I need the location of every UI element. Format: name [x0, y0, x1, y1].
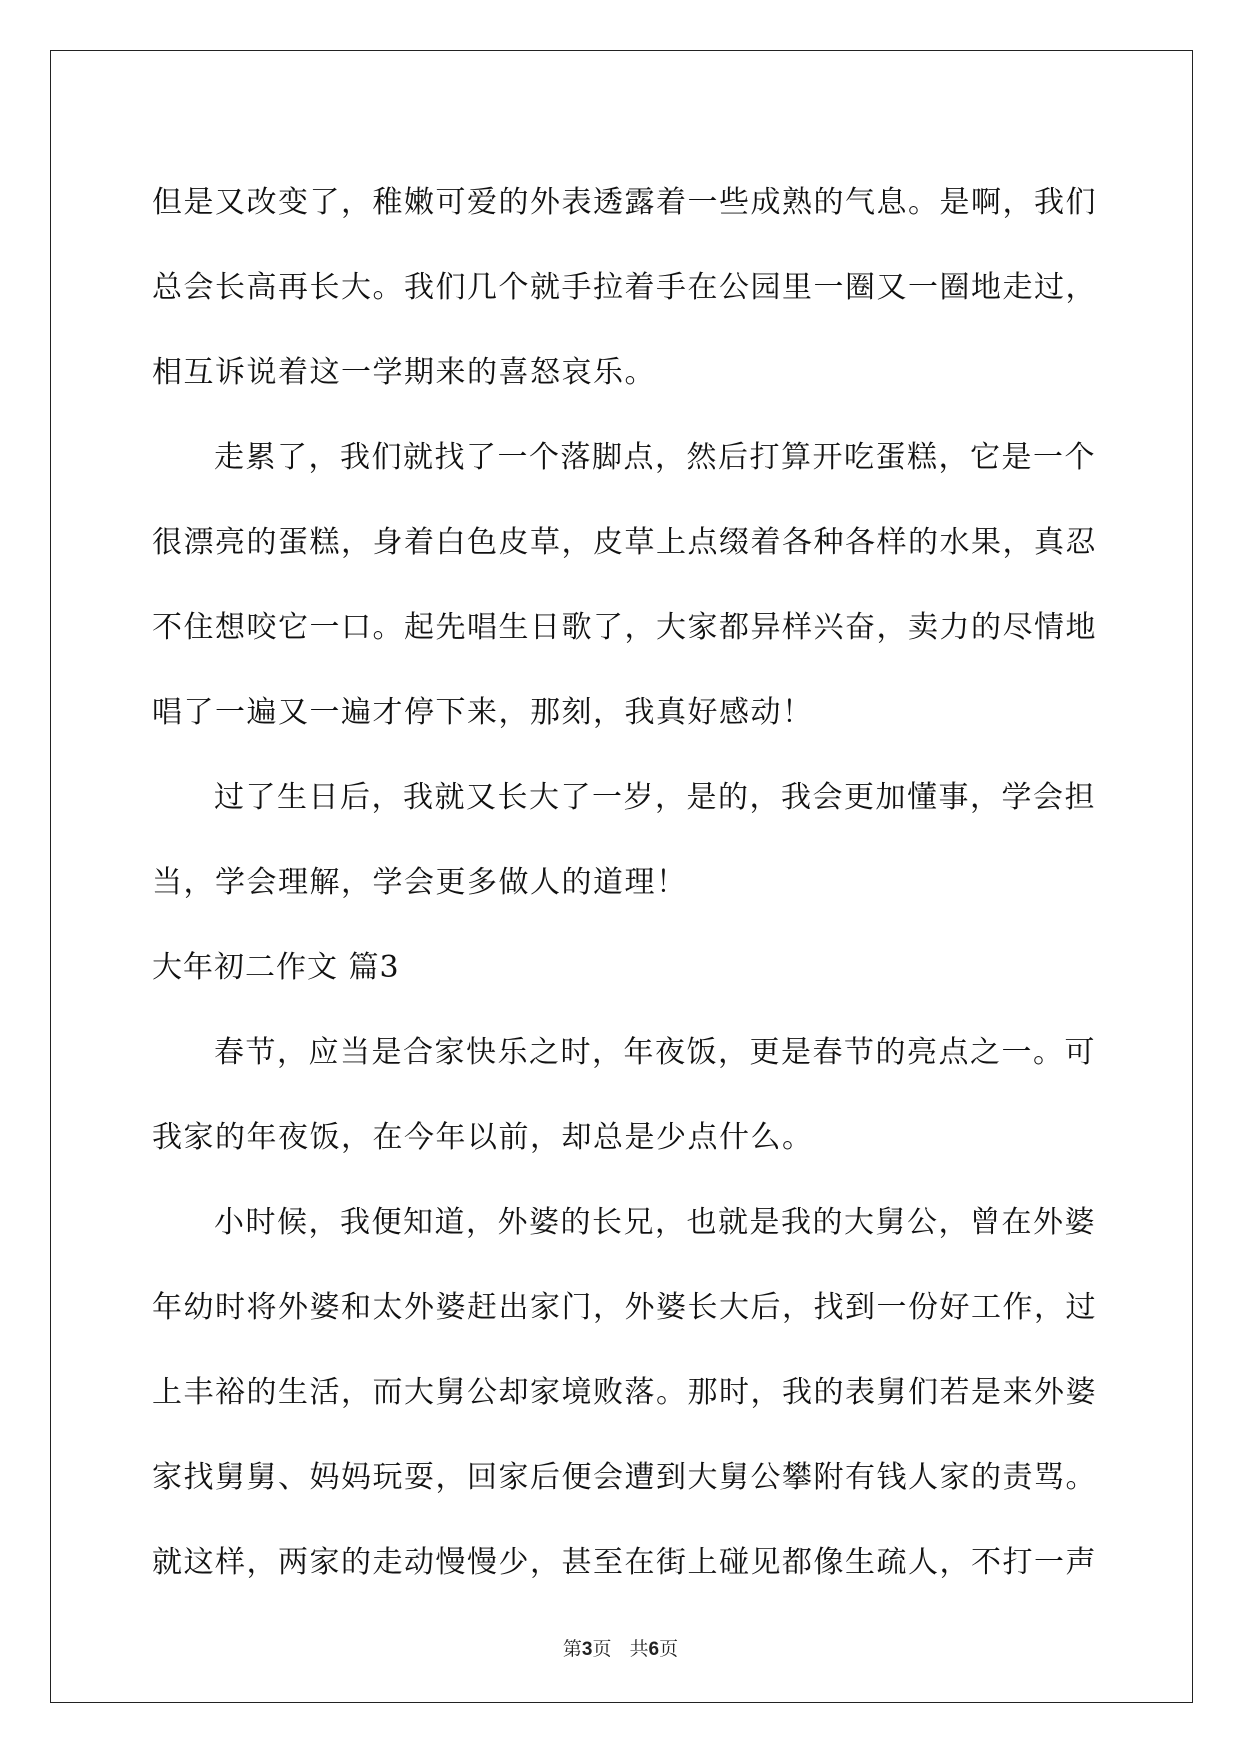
total-prefix: 共 — [629, 1638, 649, 1660]
page-suffix: 页 — [592, 1638, 612, 1660]
text-line: 相互诉说着这一学期来的喜怒哀乐。 — [152, 355, 656, 390]
text-line: 但是又改变了，稚嫩可爱的外表透露着一些成熟的气息。是啊，我们 — [152, 185, 1097, 220]
page-prefix: 第 — [562, 1638, 582, 1660]
paragraph-start-line: 小时候，我便知道，外婆的长兄，也就是我的大舅公，曾在外婆 — [214, 1205, 1096, 1240]
text-line: 不住想咬它一口。起先唱生日歌了，大家都异样兴奋，卖力的尽情地 — [152, 610, 1097, 645]
paragraph-start-line: 过了生日后，我就又长大了一岁，是的，我会更加懂事，学会担 — [214, 780, 1096, 815]
text-line: 总会长高再长大。我们几个就手拉着手在公园里一圈又一圈地走过， — [152, 270, 1097, 305]
total-suffix: 页 — [659, 1638, 679, 1660]
text-line: 我家的年夜饭，在今年以前，却总是少点什么。 — [152, 1120, 814, 1155]
text-line: 就这样，两家的走动慢慢少，甚至在街上碰见都像生疏人，不打一声 — [152, 1545, 1097, 1580]
document-body — [152, 160, 1097, 1605]
text-line: 唱了一遍又一遍才停下来，那刻，我真好感动！ — [152, 695, 814, 730]
section-heading: 大年初二作文 篇3 — [152, 950, 400, 985]
paragraph-start-line: 春节，应当是合家快乐之时，年夜饭，更是春节的亮点之一。可 — [214, 1035, 1096, 1070]
paragraph-start-line: 走累了，我们就找了一个落脚点，然后打算开吃蛋糕，它是一个 — [214, 440, 1096, 475]
text-line: 年幼时将外婆和太外婆赶出家门，外婆长大后，找到一份好工作，过 — [152, 1290, 1097, 1325]
text-line: 很漂亮的蛋糕，身着白色皮草，皮草上点缀着各种各样的水果，真忍 — [152, 525, 1097, 560]
text-line: 上丰裕的生活，而大舅公却家境败落。那时，我的表舅们若是来外婆 — [152, 1375, 1097, 1410]
text-line: 当，学会理解，学会更多做人的道理！ — [152, 865, 688, 900]
page-footer — [0, 1634, 1241, 1661]
current-page-number: 3 — [581, 1639, 593, 1660]
total-page-number: 6 — [648, 1639, 660, 1660]
text-line: 家找舅舅、妈妈玩耍，回家后便会遭到大舅公攀附有钱人家的责骂。 — [152, 1460, 1097, 1495]
